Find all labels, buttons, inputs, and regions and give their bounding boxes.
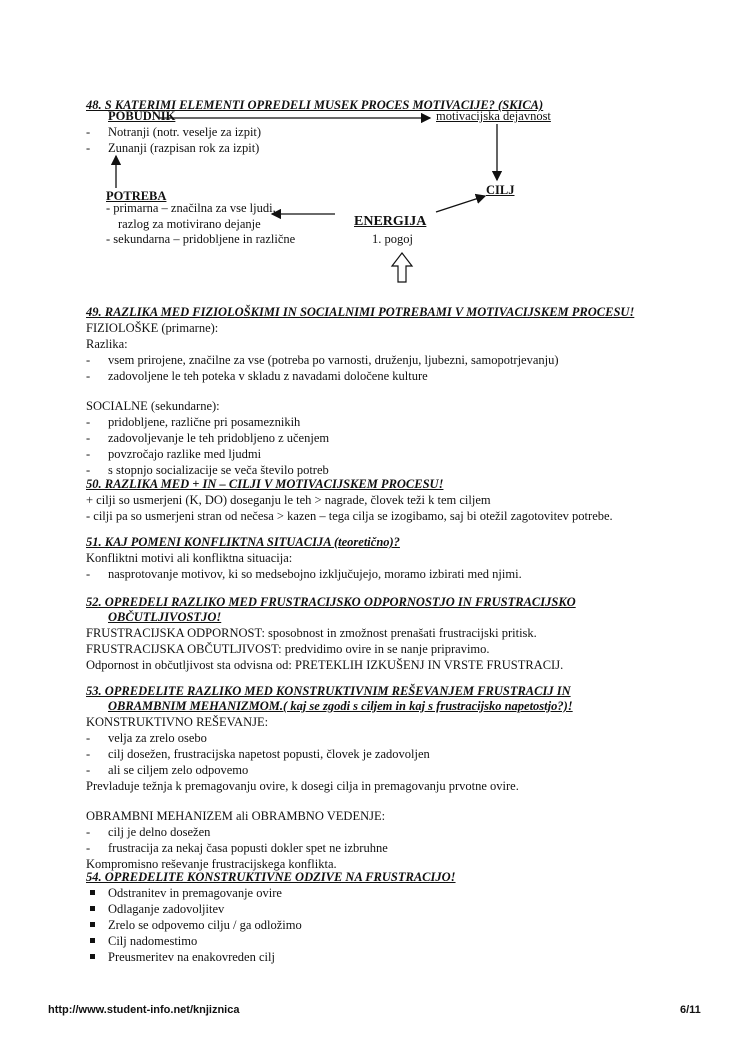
motivacijska-label: motivacijska dejavnost <box>436 109 551 123</box>
list-item: - pridobljene, različne pri posameznikih <box>86 415 301 429</box>
list-item: - frustracija za nekaj časa popusti dokler spet ne izbruhne <box>86 841 388 855</box>
list-item: - cilj je delno dosežen <box>86 825 211 839</box>
hollow-up-arrow-icon <box>392 253 412 282</box>
list-item: - s stopnjo socializacije se veča število potreb <box>86 463 329 477</box>
bullet-square-icon <box>90 922 95 927</box>
q51-line: Konfliktni motivi ali konfliktna situacija: <box>86 551 293 565</box>
q50-line: - cilji pa so usmerjeni stran od nečesa > kazen – tega cilja se izogibamo, saj bi otežil zagotovitev potrebe. <box>86 509 613 523</box>
q49-heading: 49. RAZLIKA MED FIZIOLOŠKIMI IN SOCIALNIMI POTREBAMI V MOTIVACIJSKEM PROCESU! <box>86 305 635 319</box>
obramb-label: OBRAMBNI MEHANIZEM ali OBRAMBNO VEDENJE: <box>86 809 386 823</box>
q48-heading: 48. S KATERIMI ELEMENTI OPREDELI MUSEK PROCES MOTIVACIJE? (SKICA) <box>86 98 544 112</box>
q51-heading: 51. KAJ POMENI KONFLIKTNA SITUACIJA (teoretično)? <box>86 535 400 549</box>
q51-section <box>86 535 726 582</box>
potreba-line: razlog za motivirano dejanje <box>118 217 261 231</box>
list-item: - zadovoljene le teh poteka v skladu z navadami določene kulture <box>86 369 428 383</box>
list-item: Odstranitev in premagovanje ovire <box>86 885 726 901</box>
page-number: 6/11 <box>680 1004 701 1016</box>
q50-heading: 50. RAZLIKA MED + IN – CILJI V MOTIVACIJSKEM PROCESU! <box>86 477 444 491</box>
q53-heading-cont: OBRAMBNIM MEHANIZMOM.( kaj se zgodi s ciljem in kaj s frustracijsko napetostjo?)! <box>108 699 573 713</box>
soc-label: SOCIALNE (sekundarne): <box>86 399 220 413</box>
list-item: - nasprotovanje motivov, ki so medsebojno izključujejo, moramo izbirati med njimi. <box>86 567 522 581</box>
list-item: - vsem prirojene, značilne za vse (potreba po varnosti, druženju, ljubezni, samopotrjevanju) <box>86 353 559 367</box>
q49-section <box>86 305 726 478</box>
pogoj-label: 1. pogoj <box>372 232 413 246</box>
razlika-label: Razlika: <box>86 337 128 351</box>
list-item: Preusmeritev na enakovreden cilj <box>86 949 726 965</box>
q53-heading: 53. OPREDELITE RAZLIKO MED KONSTRUKTIVNIM REŠEVANJEM FRUSTRACIJ IN <box>86 684 571 698</box>
bullet-square-icon <box>90 954 95 959</box>
potreba-label: POTREBA <box>106 189 167 203</box>
energija-label: ENERGIJA <box>354 214 427 229</box>
list-item: - ali se ciljem zelo odpovemo <box>86 763 249 777</box>
list-item: - cilj dosežen, frustracijska napetost popusti, človek je zadovoljen <box>86 747 430 761</box>
q50-section <box>86 477 726 524</box>
list-item: Cilj nadomestimo <box>86 933 726 949</box>
list-item: - zadovoljevanje le teh pridobljeno z učenjem <box>86 431 330 445</box>
q53-section <box>86 684 726 872</box>
bullet-square-icon <box>90 890 95 895</box>
q50-line: + cilji so usmerjeni (K, DO) doseganju le teh > nagrade, človek teži k tem ciljem <box>86 493 491 507</box>
bullet-square-icon <box>90 906 95 911</box>
bullet-square-icon <box>90 938 95 943</box>
pobudnik-item: - Zunanji (razpisan rok za izpit) <box>86 141 260 155</box>
list-item: - povzročajo razlike med ljudmi <box>86 447 262 461</box>
potreba-line: - primarna – značilna za vse ljudi, <box>106 201 276 215</box>
list-item: Zrelo se odpovemo cilju / ga odložimo <box>86 917 726 933</box>
kompromis-line: Kompromisno reševanje frustracijskega konflikta. <box>86 857 337 871</box>
footer-url[interactable]: http://www.student-info.net/knjiznica <box>48 1004 240 1016</box>
q52-line: Odpornost in občutljivost sta odvisna od: PRETEKLIH IZKUŠENJ IN VRSTE FRUSTRACIJ. <box>86 658 564 672</box>
cilj-label: CILJ <box>486 183 515 197</box>
fiz-label: FIZIOLOŠKE (primarne): <box>86 321 219 335</box>
arrow-energija-cilj <box>436 196 485 212</box>
list-item: - velja za zrelo osebo <box>86 731 207 745</box>
q54-section <box>86 870 726 965</box>
pobudnik-item: - Notranji (notr. veselje za izpit) <box>86 125 262 139</box>
q52-line: FRUSTRACIJSKA OBČUTLJIVOST: predvidimo ovire in se nanje pripravimo. <box>86 642 490 656</box>
q54-heading: 54. OPREDELITE KONSTRUKTIVNE ODZIVE NA FRUSTRACIJO! <box>86 870 456 884</box>
list-item: Odlaganje zadovoljitev <box>86 901 726 917</box>
prevladuje-line: Prevladuje težnja k premagovanju ovire, k dosegi cilja in premagovanju prvotne ovire. <box>86 779 519 793</box>
pobudnik-label: POBUDNIK <box>108 109 176 123</box>
q52-line: FRUSTRACIJSKA ODPORNOST: sposobnost in zmožnost prenašati frustracijski pritisk. <box>86 626 537 640</box>
konstr-label: KONSTRUKTIVNO REŠEVANJE: <box>86 715 269 729</box>
potreba-line: - sekundarna – pridobljene in različne <box>106 232 296 246</box>
q52-heading: 52. OPREDELI RAZLIKO MED FRUSTRACIJSKO ODPORNOSTJO IN FRUSTRACIJSKO <box>86 595 576 609</box>
q52-section <box>86 595 726 673</box>
q52-heading-cont: OBČUTLJIVOSTJO! <box>108 610 222 624</box>
